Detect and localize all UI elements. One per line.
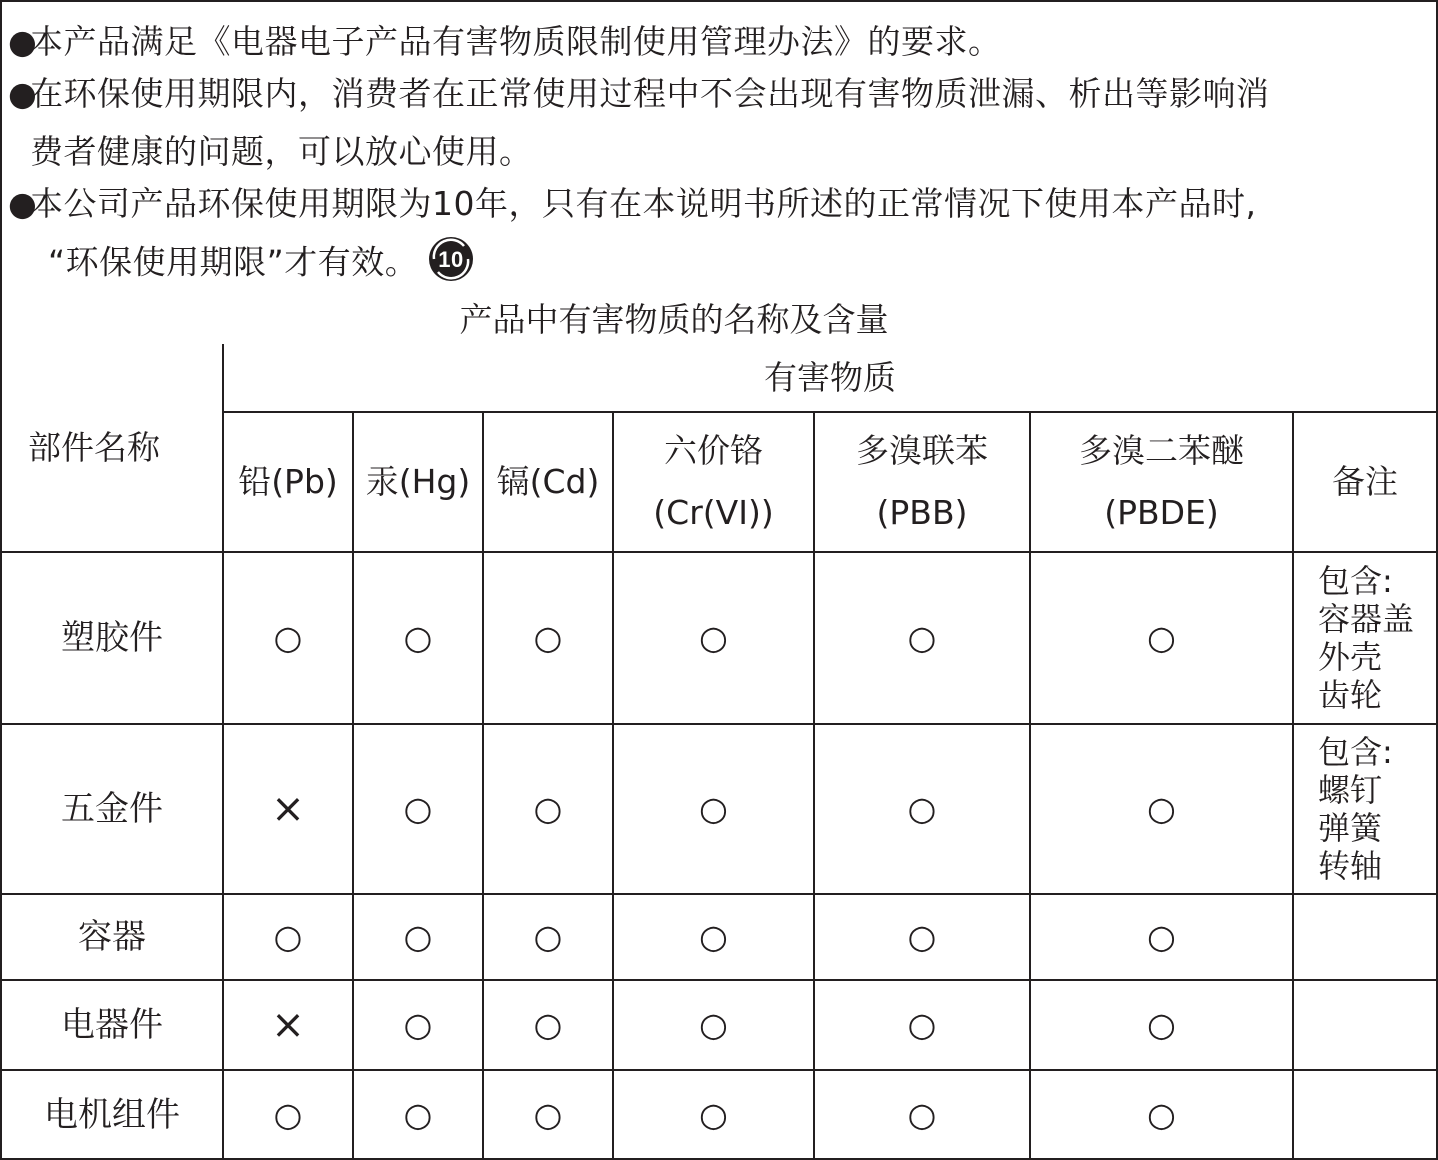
mark-cell: × xyxy=(223,980,353,1070)
header-cadmium-label: 镉(Cd) xyxy=(496,462,600,501)
mark-cell: ○ xyxy=(353,894,483,980)
remark-line: 容器盖 xyxy=(1318,600,1415,638)
note-1 xyxy=(8,24,1002,60)
header-pbb-label: 多溴联苯 xyxy=(856,431,988,470)
mark-cell: ○ xyxy=(483,1070,613,1158)
mark-cell: ○ xyxy=(483,980,613,1070)
mark-cell: × xyxy=(223,724,353,894)
header-pbb xyxy=(814,412,1030,552)
remark-line: 包含: xyxy=(1318,562,1393,600)
header-pbde-formula: (PBDE) xyxy=(1104,493,1219,532)
header-mercury xyxy=(353,412,483,552)
mark-cell: ○ xyxy=(1030,724,1293,894)
part-name: 电器件 xyxy=(2,980,223,1070)
part-name: 塑胶件 xyxy=(2,552,223,724)
mark-cell: ○ xyxy=(1030,980,1293,1070)
mark-cell: ○ xyxy=(1030,1070,1293,1158)
mark-cell: ○ xyxy=(223,1070,353,1158)
remark-line: 螺钉 xyxy=(1318,771,1383,809)
table-row xyxy=(2,552,1436,724)
remark-cell xyxy=(1293,980,1436,1070)
remark-line: 包含: xyxy=(1318,733,1393,771)
mark-cell: ○ xyxy=(814,724,1030,894)
table-row xyxy=(2,1070,1436,1158)
hazardous-substances-table xyxy=(2,344,1436,1158)
bullet: ● xyxy=(8,184,38,223)
header-mercury-label: 汞(Hg) xyxy=(365,462,471,501)
mark-cell: ○ xyxy=(613,894,814,980)
table-row xyxy=(2,980,1436,1070)
mark-cell: ○ xyxy=(353,1070,483,1158)
mark-cell: ○ xyxy=(1030,894,1293,980)
header-chromium-vi-label: 六价铬 xyxy=(664,431,763,470)
mark-cell: ○ xyxy=(814,552,1030,724)
note-2-continued xyxy=(30,134,533,170)
remark-line: 齿轮 xyxy=(1318,676,1383,714)
header-lead xyxy=(223,412,353,552)
table-title: 产品中有害物质的名称及含量 xyxy=(459,300,889,339)
header-lead-label: 铅(Pb) xyxy=(238,462,338,501)
remark-cell xyxy=(1293,552,1436,724)
header-hazardous-substances: 有害物质 xyxy=(223,344,1436,412)
bullet: ● xyxy=(8,22,38,61)
mark-cell: ○ xyxy=(353,724,483,894)
mark-cell: ○ xyxy=(613,552,814,724)
note-3-continued xyxy=(48,244,482,280)
remark-cell xyxy=(1293,1070,1436,1158)
bullet: ● xyxy=(8,74,38,113)
environmental-protection-use-period-icon xyxy=(420,230,482,284)
part-name: 容器 xyxy=(2,894,223,980)
mark-cell: ○ xyxy=(814,1070,1030,1158)
remark-line: 弹簧 xyxy=(1318,809,1383,847)
mark-cell: ○ xyxy=(353,552,483,724)
mark-cell: ○ xyxy=(814,980,1030,1070)
mark-cell: ○ xyxy=(814,894,1030,980)
epup-years: 10 xyxy=(438,247,464,272)
mark-cell: ○ xyxy=(1030,552,1293,724)
part-name: 电机组件 xyxy=(2,1070,223,1158)
note-2 xyxy=(8,76,1270,112)
note-2-text-continued: 费者健康的问题，可以放心使用。 xyxy=(30,132,533,171)
mark-cell: ○ xyxy=(613,724,814,894)
note-3 xyxy=(8,186,1256,222)
remark-line: 外壳 xyxy=(1318,638,1383,676)
part-name: 五金件 xyxy=(2,724,223,894)
mark-cell: ○ xyxy=(223,552,353,724)
header-pbb-formula: (PBB) xyxy=(876,493,968,532)
header-remark: 备注 xyxy=(1293,412,1436,552)
header-chromium-vi-formula: (Cr(VI)) xyxy=(653,493,774,532)
mark-cell: ○ xyxy=(483,552,613,724)
table-row xyxy=(2,724,1436,894)
header-chromium-vi xyxy=(613,412,814,552)
mark-cell: ○ xyxy=(483,894,613,980)
header-part-name: 部件名称 xyxy=(2,344,223,552)
remark-cell xyxy=(1293,894,1436,980)
mark-cell: ○ xyxy=(483,724,613,894)
mark-cell: ○ xyxy=(353,980,483,1070)
mark-cell: ○ xyxy=(613,1070,814,1158)
note-2-text: 在环保使用期限内，消费者在正常使用过程中不会出现有害物质泄漏、析出等影响消 xyxy=(30,74,1270,113)
note-3-text-continued: “环保使用期限”才有效。 xyxy=(48,242,419,282)
mark-cell: ○ xyxy=(223,894,353,980)
remark-cell xyxy=(1293,724,1436,894)
table-row xyxy=(2,894,1436,980)
mark-cell: ○ xyxy=(613,980,814,1070)
remark-line: 转轴 xyxy=(1318,847,1383,885)
note-1-text: 本产品满足《电器电子产品有害物质限制使用管理办法》的要求。 xyxy=(30,22,1002,61)
header-pbde-label: 多溴二苯醚 xyxy=(1079,431,1244,470)
header-row-1 xyxy=(2,344,1436,412)
header-cadmium xyxy=(483,412,613,552)
header-pbde xyxy=(1030,412,1293,552)
note-3-text: 本公司产品环保使用期限为10年，只有在本说明书所述的正常情况下使用本产品时, xyxy=(30,184,1257,223)
